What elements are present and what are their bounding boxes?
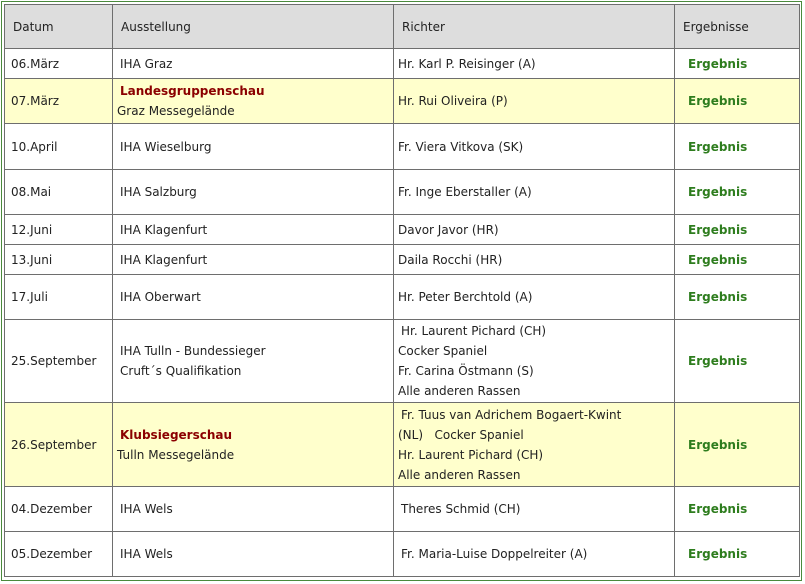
cell-show — [113, 403, 394, 487]
cell-judge — [394, 275, 675, 320]
cell-date: 10.April — [5, 124, 113, 170]
result-link[interactable]: Ergebnis — [688, 222, 748, 237]
cell-judge — [394, 79, 675, 124]
header-judge: Richter — [394, 5, 675, 49]
judge-line: Hr. Peter Berchtold (A) — [398, 290, 533, 304]
table-header-row — [5, 5, 800, 49]
result-link[interactable]: Ergebnis — [688, 547, 748, 561]
cell-date: 04.Dezember — [5, 487, 113, 532]
table-row — [5, 215, 800, 245]
cell-judge — [394, 532, 675, 577]
show-title: Klubsiegerschau — [120, 427, 233, 442]
cell-show — [113, 487, 394, 532]
judge-line: Alle anderen Rassen — [398, 467, 521, 482]
judge-line: Daila Rocchi (HR) — [398, 252, 503, 267]
cell-date: 25.September — [5, 320, 113, 403]
result-link[interactable]: Ergebnis — [688, 290, 748, 304]
cell-show — [113, 215, 394, 245]
cell-result — [675, 487, 800, 532]
show-line: IHA Wieselburg — [120, 139, 212, 154]
show-line: IHA Klagenfurt — [120, 222, 208, 237]
judge-line: Theres Schmid (CH) — [401, 502, 521, 516]
judge-line: Fr. Maria-Luise Doppelreiter (A) — [401, 547, 588, 561]
cell-judge — [394, 124, 675, 170]
cell-result — [675, 170, 800, 215]
cell-judge — [394, 49, 675, 79]
cell-judge — [394, 170, 675, 215]
cell-date: 26.September — [5, 403, 113, 487]
cell-date: 08.Mai — [5, 170, 113, 215]
cell-result — [675, 320, 800, 403]
show-line: IHA Klagenfurt — [120, 252, 208, 267]
judge-line: Davor Javor (HR) — [398, 222, 499, 237]
show-line: IHA Oberwart — [120, 290, 201, 304]
cell-date: 05.Dezember — [5, 532, 113, 577]
show-line: IHA Wels — [120, 502, 173, 516]
table-row — [5, 79, 800, 124]
table-row — [5, 170, 800, 215]
cell-result — [675, 532, 800, 577]
judge-line: Cocker Spaniel — [398, 344, 488, 358]
cell-judge — [394, 320, 675, 403]
cell-show — [113, 124, 394, 170]
cell-show — [113, 245, 394, 275]
table-row — [5, 532, 800, 577]
show-line: IHA Graz — [120, 56, 173, 71]
judge-line: Fr. Carina Östmann (S) — [398, 364, 534, 378]
result-link[interactable]: Ergebnis — [688, 502, 748, 516]
table-row — [5, 487, 800, 532]
cell-judge — [394, 215, 675, 245]
show-results-table — [4, 4, 800, 577]
cell-result — [675, 245, 800, 275]
result-link[interactable]: Ergebnis — [688, 56, 748, 71]
judge-line: Hr. Karl P. Reisinger (A) — [398, 56, 536, 71]
header-results: Ergebnisse — [675, 5, 800, 49]
cell-judge — [394, 403, 675, 487]
cell-show — [113, 49, 394, 79]
table-row — [5, 124, 800, 170]
cell-show — [113, 170, 394, 215]
cell-date: 07.März — [5, 79, 113, 124]
cell-show — [113, 79, 394, 124]
table-row — [5, 275, 800, 320]
result-link[interactable]: Ergebnis — [688, 437, 748, 452]
cell-result — [675, 124, 800, 170]
show-line: IHA Tulln - Bundessieger — [120, 344, 266, 358]
cell-judge — [394, 245, 675, 275]
show-title: Landesgruppenschau — [120, 84, 265, 98]
cell-date: 13.Juni — [5, 245, 113, 275]
result-link[interactable]: Ergebnis — [688, 354, 748, 368]
cell-show — [113, 275, 394, 320]
cell-show — [113, 320, 394, 403]
judge-line: Hr. Rui Oliveira (P) — [398, 94, 508, 108]
table-row — [5, 320, 800, 403]
cell-result — [675, 275, 800, 320]
header-date: Datum — [5, 5, 113, 49]
cell-date: 06.März — [5, 49, 113, 79]
judge-line: Fr. Inge Eberstaller (A) — [398, 185, 532, 199]
result-link[interactable]: Ergebnis — [688, 185, 748, 199]
judge-line: Hr. Laurent Pichard (CH) — [398, 447, 544, 462]
judge-line: (NL) Cocker Spaniel — [398, 427, 524, 442]
result-link[interactable]: Ergebnis — [688, 252, 748, 267]
show-line: IHA Wels — [120, 547, 173, 561]
show-line: IHA Salzburg — [120, 185, 197, 199]
judge-line: Fr. Tuus van Adrichem Bogaert-Kwint — [401, 407, 622, 422]
table-row — [5, 49, 800, 79]
show-line: Tulln Messegelände — [117, 447, 235, 462]
table-row — [5, 245, 800, 275]
result-link[interactable]: Ergebnis — [688, 94, 748, 108]
cell-result — [675, 403, 800, 487]
cell-judge — [394, 487, 675, 532]
cell-show — [113, 532, 394, 577]
cell-date: 12.Juni — [5, 215, 113, 245]
judge-line: Alle anderen Rassen — [398, 384, 521, 398]
judge-line: Fr. Viera Vitkova (SK) — [398, 139, 524, 154]
cell-result — [675, 215, 800, 245]
result-link[interactable]: Ergebnis — [688, 139, 748, 154]
table-row — [5, 403, 800, 487]
cell-date: 17.Juli — [5, 275, 113, 320]
judge-line: Hr. Laurent Pichard (CH) — [401, 324, 547, 338]
header-show: Ausstellung — [113, 5, 394, 49]
show-line: Cruft´s Qualifikation — [120, 364, 242, 378]
cell-result — [675, 49, 800, 79]
show-line: Graz Messegelände — [117, 104, 235, 118]
cell-result — [675, 79, 800, 124]
